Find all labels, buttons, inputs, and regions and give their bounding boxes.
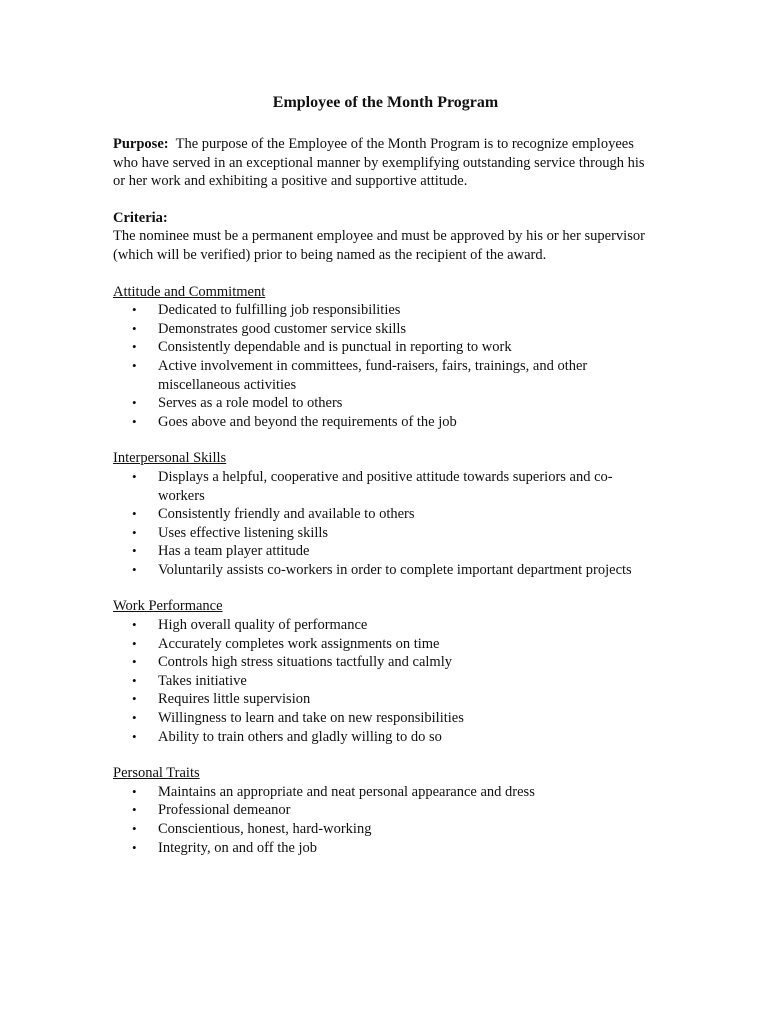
list-item — [113, 820, 658, 839]
bullet-icon: • — [132, 506, 137, 522]
list-item — [113, 690, 658, 709]
list-item — [113, 783, 658, 802]
list-item-text: Integrity, on and off the job — [158, 839, 318, 856]
list-item-text: Willingness to learn and take on new responsibilities — [158, 710, 464, 727]
bullet-icon: • — [132, 821, 137, 836]
bullet-icon: • — [132, 413, 137, 429]
list-item — [113, 839, 658, 858]
bullet-icon: • — [132, 654, 137, 670]
list-item-text: Maintains an appropriate and neat personal appearance and dress — [158, 783, 535, 800]
list-item — [113, 394, 658, 413]
bullet-icon: • — [132, 672, 137, 688]
section-attitude-and-commitment — [113, 283, 658, 432]
list-item-text: Consistently friendly and available to others — [158, 506, 415, 523]
list-item — [113, 524, 658, 543]
list-item-text: Takes initiative — [158, 672, 247, 689]
list-item — [113, 413, 658, 432]
section-heading: Work Performance — [113, 598, 223, 615]
list-item-text: Consistently dependable and is punctual in reporting to work — [158, 339, 512, 356]
list-item — [113, 728, 658, 747]
list-item — [113, 653, 658, 672]
bullet-icon: • — [132, 802, 137, 818]
list-item — [113, 338, 658, 357]
list-item-text: Displays a helpful, cooperative and positive attitude towards superiors and co-workers — [158, 468, 613, 504]
bullet-icon: • — [132, 783, 137, 799]
list-item-text: Conscientious, honest, hard-working — [158, 821, 372, 837]
bullet-icon: • — [132, 561, 137, 577]
list-item-text: Controls high stress situations tactfully and calmly — [158, 654, 452, 671]
list-item — [113, 320, 658, 339]
section-personal-traits — [113, 764, 658, 857]
bullet-icon: • — [132, 339, 137, 355]
bullet-icon: • — [132, 395, 137, 411]
list-item — [113, 635, 658, 654]
bullet-list — [113, 301, 658, 431]
criteria-label: Criteria: — [113, 209, 168, 226]
list-item-text: Dedicated to fulfilling job responsibilities — [158, 302, 401, 319]
list-item-text: Professional demeanor — [158, 802, 291, 819]
list-item-text: Voluntarily assists co-workers in order to complete important department projects — [158, 561, 632, 578]
bullet-icon: • — [132, 839, 137, 855]
bullet-icon: • — [132, 357, 137, 373]
list-item — [113, 709, 658, 728]
list-item-text: Has a team player attitude — [158, 543, 310, 560]
list-item — [113, 801, 658, 820]
list-item — [113, 468, 658, 505]
list-item — [113, 357, 658, 394]
section-heading: Interpersonal Skills — [113, 450, 227, 467]
bullet-icon: • — [132, 710, 137, 726]
bullet-list — [113, 783, 658, 857]
bullet-icon: • — [132, 635, 137, 651]
bullet-icon: • — [132, 728, 137, 744]
section-heading: Personal Traits — [113, 765, 200, 782]
bullet-icon: • — [132, 468, 137, 484]
list-item-text: Active involvement in committees, fund-raisers, fairs, trainings, and other miscellaneous activities — [158, 357, 588, 393]
purpose-text: The purpose of the Employee of the Month Program is to recognize employees who have served in an exceptional manner by exemplifying outstanding service through his or her work and exhibiting a positive and supportive attitude. — [113, 136, 645, 190]
bullet-icon: • — [132, 302, 137, 318]
list-item-text: Accurately completes work assignments on time — [158, 635, 440, 652]
criteria-text: The nominee must be a permanent employee and must be approved by his or her supervisor (which will be verified) prior to being named as the recipient of the award. — [113, 228, 645, 263]
bullet-icon: • — [132, 524, 137, 540]
list-item-text: Uses effective listening skills — [158, 524, 329, 541]
list-item — [113, 542, 658, 561]
document-page — [113, 93, 658, 875]
bullet-list — [113, 468, 658, 580]
list-item — [113, 672, 658, 691]
purpose-paragraph — [113, 135, 658, 191]
list-item — [113, 301, 658, 320]
list-item-text: Ability to train others and gladly willing to do so — [158, 728, 442, 745]
criteria-paragraph — [113, 209, 658, 265]
list-item — [113, 616, 658, 635]
bullet-icon: • — [132, 320, 137, 336]
section-interpersonal-skills — [113, 449, 658, 579]
bullet-icon: • — [132, 691, 137, 707]
purpose-label: Purpose: — [113, 136, 169, 152]
section-heading: Attitude and Commitment — [113, 283, 266, 300]
bullet-list — [113, 616, 658, 746]
list-item-text: Requires little supervision — [158, 691, 311, 708]
bullet-icon: • — [132, 543, 137, 559]
list-item — [113, 561, 658, 580]
list-item-text: Serves as a role model to others — [158, 395, 343, 412]
list-item-text: High overall quality of performance — [158, 617, 368, 634]
list-item-text: Demonstrates good customer service skills — [158, 320, 407, 337]
list-item — [113, 505, 658, 524]
section-work-performance — [113, 597, 658, 746]
bullet-icon: • — [132, 617, 137, 633]
list-item-text: Goes above and beyond the requirements of the job — [158, 413, 457, 430]
document-title: Employee of the Month Program — [272, 94, 499, 111]
